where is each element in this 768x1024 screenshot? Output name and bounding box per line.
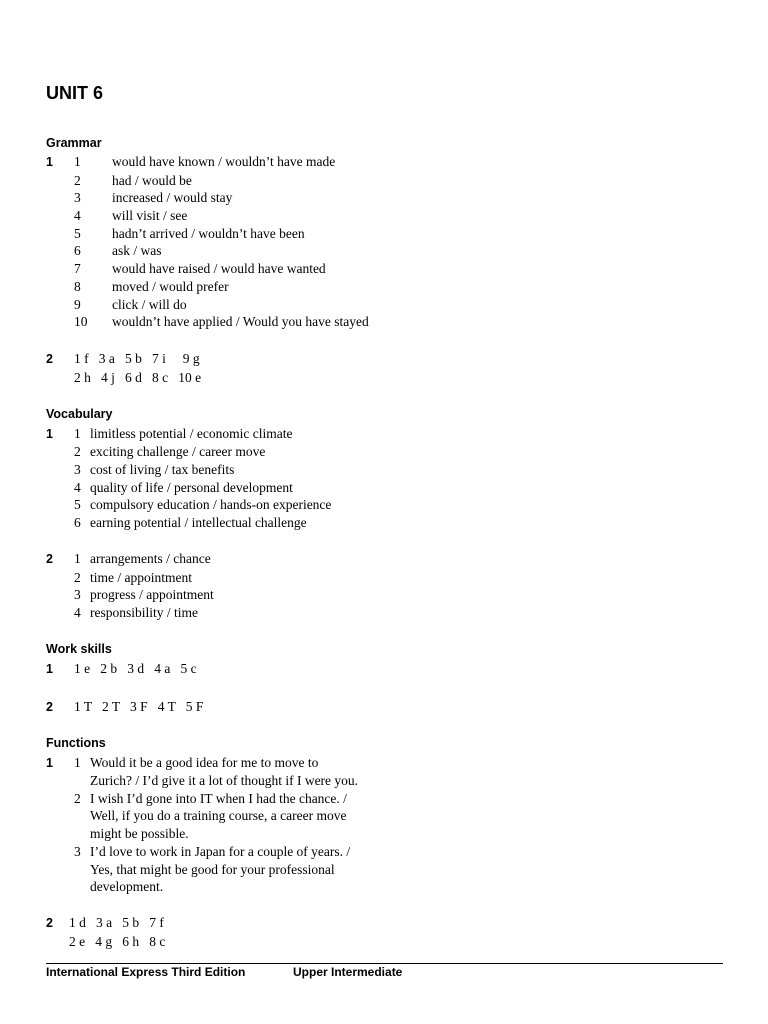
question-number: 2 (46, 916, 53, 930)
item-number: 7 (74, 261, 81, 276)
question-number: 1 (46, 155, 53, 169)
answer-text: might be possible. (90, 826, 189, 841)
item-number: 2 (74, 173, 81, 188)
item-number: 2 (74, 444, 81, 459)
item-number: 1 (74, 426, 81, 441)
answer-text: would have raised / would have wanted (112, 261, 326, 276)
item-number: 3 (74, 190, 81, 205)
item-number: 1 (74, 154, 81, 169)
answer-text: wouldn’t have applied / Would you have stayed (112, 314, 369, 329)
item-number: 8 (74, 279, 81, 294)
section-heading-functions: Functions (46, 736, 106, 750)
answer-key-line: 1 d 3 a 5 b 7 f (69, 915, 164, 930)
answer-key-line: 1 f 3 a 5 b 7 i 9 g (74, 351, 200, 366)
answer-text: quality of life / personal development (90, 480, 293, 495)
question-number: 2 (46, 552, 53, 566)
answer-text: arrangements / chance (90, 551, 211, 566)
answer-text: exciting challenge / career move (90, 444, 266, 459)
item-number: 9 (74, 297, 81, 312)
answer-text: compulsory education / hands-on experience (90, 497, 332, 512)
section-heading-vocabulary: Vocabulary (46, 407, 113, 421)
item-number: 3 (74, 587, 81, 602)
answer-text: Yes, that might be good for your professional (90, 862, 335, 877)
question-number: 1 (46, 427, 53, 441)
answer-text: hadn’t arrived / wouldn’t have been (112, 226, 305, 241)
item-number: 6 (74, 243, 81, 258)
answer-text: time / appointment (90, 570, 192, 585)
item-number: 3 (74, 844, 81, 859)
item-number: 2 (74, 791, 81, 806)
item-number: 3 (74, 462, 81, 477)
answer-key-line: 1 e 2 b 3 d 4 a 5 c (74, 661, 197, 676)
item-number: 4 (74, 480, 81, 495)
answer-text: increased / would stay (112, 190, 233, 205)
item-number: 2 (74, 570, 81, 585)
item-number: 6 (74, 515, 81, 530)
answer-text: Well, if you do a training course, a career move (90, 808, 347, 823)
answer-text: development. (90, 879, 164, 894)
section-heading-work-skills: Work skills (46, 642, 112, 656)
answer-text: earning potential / intellectual challenge (90, 515, 307, 530)
item-number: 4 (74, 208, 81, 223)
answer-text: ask / was (112, 243, 162, 258)
question-number: 2 (46, 700, 53, 714)
item-number: 5 (74, 497, 81, 512)
answer-text: limitless potential / economic climate (90, 426, 293, 441)
item-number: 1 (74, 551, 81, 566)
footer-book-title: International Express Third Edition (46, 965, 246, 979)
question-number: 1 (46, 662, 53, 676)
answer-text: cost of living / tax benefits (90, 462, 235, 477)
answer-text: I wish I’d gone into IT when I had the chance. / (90, 791, 347, 806)
answer-text: had / would be (112, 173, 192, 188)
answer-text: click / will do (112, 297, 187, 312)
answer-text: progress / appointment (90, 587, 214, 602)
answer-key-line: 1 T 2 T 3 F 4 T 5 F (74, 699, 204, 714)
question-number: 2 (46, 352, 53, 366)
footer-level: Upper Intermediate (293, 965, 403, 979)
item-number: 5 (74, 226, 81, 241)
footer-rule (46, 963, 723, 964)
item-number: 10 (74, 314, 88, 329)
unit-title: UNIT 6 (46, 83, 104, 103)
answer-text: will visit / see (112, 208, 188, 223)
answer-text: I’d love to work in Japan for a couple of years. / (90, 844, 351, 859)
answer-text: would have known / wouldn’t have made (112, 154, 336, 169)
question-number: 1 (46, 756, 53, 770)
item-number: 4 (74, 605, 81, 620)
answer-text: responsibility / time (90, 605, 198, 620)
section-heading-grammar: Grammar (46, 136, 102, 150)
answer-text: Would it be a good idea for me to move to (90, 755, 319, 770)
answer-text: moved / would prefer (112, 279, 229, 294)
item-number: 1 (74, 755, 81, 770)
answer-key-line: 2 e 4 g 6 h 8 c (69, 934, 166, 949)
answer-text: Zurich? / I’d give it a lot of thought if I were you. (90, 773, 359, 788)
answer-key-line: 2 h 4 j 6 d 8 c 10 e (74, 370, 202, 385)
